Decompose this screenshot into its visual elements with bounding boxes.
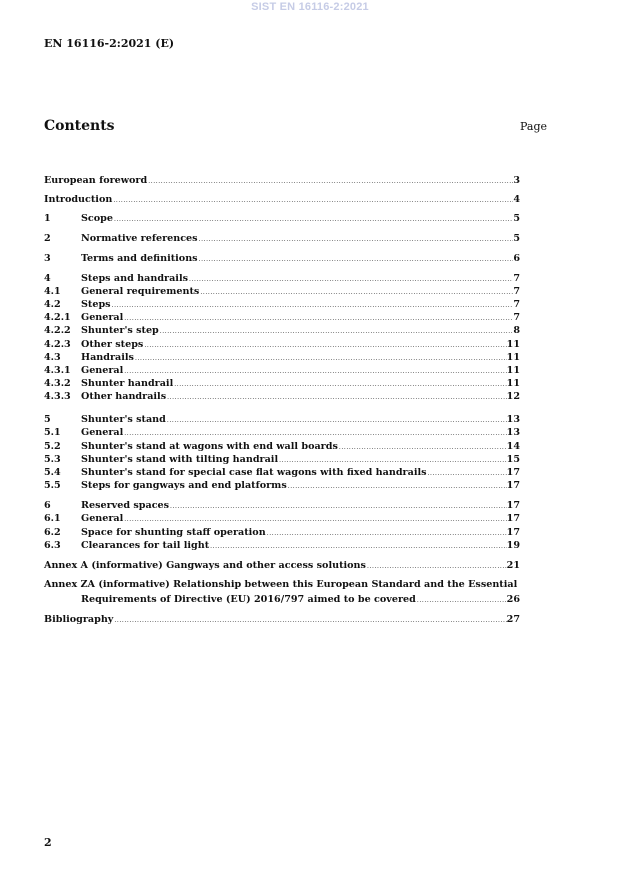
toc-entry[interactable]: [44, 390, 520, 403]
toc-page: 7: [513, 299, 520, 310]
toc-entry[interactable]: [44, 466, 520, 479]
toc-entry[interactable]: [44, 453, 520, 466]
toc-number: 4.2.2: [44, 325, 71, 336]
toc-number: 3: [44, 253, 51, 264]
toc-page: 3: [513, 175, 520, 186]
toc-title: General: [81, 513, 124, 524]
toc-title: Handrails: [81, 352, 134, 363]
toc-leader-dots: [113, 213, 513, 226]
toc-title: Scope: [81, 213, 113, 224]
toc-entry[interactable]: [44, 232, 520, 245]
toc-leader-dots: [198, 253, 514, 266]
toc-leader-dots: [209, 540, 507, 553]
toc-title: Annex A (informative) Gangways and other access solutions: [44, 560, 366, 571]
toc-entry[interactable]: [44, 426, 520, 439]
toc-entry[interactable]: [44, 559, 520, 572]
toc-entry[interactable]: [44, 193, 520, 206]
toc-entry[interactable]: [44, 212, 520, 225]
toc-entry[interactable]: [44, 174, 520, 187]
toc-title: General requirements: [81, 286, 200, 297]
toc-title: Reserved spaces: [81, 500, 170, 511]
toc-leader-dots: [159, 325, 514, 338]
toc-number: 6: [44, 500, 51, 511]
toc-page: 11: [506, 378, 520, 389]
toc-leader-dots: [112, 194, 513, 207]
toc-title: General: [81, 312, 124, 323]
toc-number: 5.4: [44, 467, 61, 478]
toc-entry[interactable]: [44, 272, 520, 285]
toc-title: Introduction: [44, 194, 113, 205]
toc-number: 4.1: [44, 286, 61, 297]
toc-title: Shunter handrail: [81, 378, 174, 389]
toc-title: Shunter's stand for special case flat wagons with fixed handrails: [81, 467, 427, 478]
toc-entry-bibliography[interactable]: [44, 613, 520, 626]
toc-number: 4.3: [44, 352, 61, 363]
toc-title: General: [81, 427, 124, 438]
toc-title: Steps: [81, 299, 111, 310]
toc-number: 4.3.3: [44, 391, 71, 402]
toc-page: 15: [506, 454, 520, 465]
page-column-label: Page: [520, 120, 548, 133]
toc-page: 5: [513, 233, 520, 244]
toc-number: 5.3: [44, 454, 61, 465]
toc-number: 1: [44, 213, 51, 224]
toc-page: 5: [513, 213, 520, 224]
toc-number: 5.5: [44, 480, 61, 491]
toc-page: 7: [513, 273, 520, 284]
toc-entry[interactable]: [44, 364, 520, 377]
toc-title: Shunter's stand with tilting handrail: [81, 454, 279, 465]
document-id: EN 16116-2:2021 (E): [44, 37, 175, 50]
toc-page: 11: [506, 352, 520, 363]
toc-entry[interactable]: [44, 512, 520, 525]
toc-number: 4.2.3: [44, 339, 71, 350]
toc-entry[interactable]: [44, 252, 520, 265]
toc-title: Steps for gangways and end platforms: [81, 480, 287, 491]
toc-leader-dots: [198, 233, 514, 246]
toc-leader-dots: [123, 513, 506, 526]
watermark: SIST EN 16116-2:2021: [251, 1, 369, 13]
toc-page: 12: [506, 391, 520, 402]
toc-page: 13: [506, 427, 520, 438]
toc-number: 4.2: [44, 299, 61, 310]
toc-number: 2: [44, 233, 51, 244]
toc-title: Terms and definitions: [81, 253, 198, 264]
toc-page: 17: [506, 467, 520, 478]
toc-title: Steps and handrails: [81, 273, 188, 284]
toc-leader-dots: [147, 175, 513, 188]
toc-entry[interactable]: [44, 298, 520, 311]
toc-page: 19: [506, 540, 520, 551]
toc-entry[interactable]: [44, 338, 520, 351]
toc-leader-dots: [123, 427, 506, 440]
toc-page: 7: [513, 286, 520, 297]
toc-entry-annex-za-line1[interactable]: Annex ZA (informative) Relationship between this European Standard and the Essential: [44, 579, 518, 590]
contents-heading: Contents: [44, 118, 115, 134]
toc-number: 4.2.1: [44, 312, 71, 323]
toc-title: Other steps: [81, 339, 144, 350]
toc-page: 11: [506, 365, 520, 376]
toc-page: 27: [506, 614, 520, 625]
toc-number: 4: [44, 273, 51, 284]
toc-page: 26: [506, 594, 520, 605]
toc-entry[interactable]: [44, 440, 520, 453]
toc-entry-annex-za[interactable]: [81, 593, 520, 606]
toc-leader-dots: [113, 614, 506, 627]
toc-leader-dots: [287, 480, 507, 493]
toc-leader-dots: [416, 594, 507, 607]
toc-title: Shunter's stand at wagons with end wall boards: [81, 441, 338, 452]
toc-page: 17: [506, 480, 520, 491]
toc-entry[interactable]: [44, 351, 520, 364]
toc-number: 4.3.1: [44, 365, 71, 376]
toc-page: 7: [513, 312, 520, 323]
toc-number: 4.3.2: [44, 378, 71, 389]
toc-title: Space for shunting staff operation: [81, 527, 266, 538]
toc-title: Bibliography: [44, 614, 114, 625]
toc-number: 6.2: [44, 527, 61, 538]
toc-title: Clearances for tail light: [81, 540, 210, 551]
toc-entry[interactable]: [44, 539, 520, 552]
page-number: 2: [44, 836, 52, 849]
toc-entry[interactable]: [44, 499, 520, 512]
toc-title: Other handrails: [81, 391, 167, 402]
toc-entry[interactable]: [44, 285, 520, 298]
toc-title: Shunter's step: [81, 325, 159, 336]
toc-entry[interactable]: [44, 526, 520, 539]
toc-page: 21: [506, 560, 520, 571]
toc-title: General: [81, 365, 124, 376]
toc-number: 5: [44, 414, 51, 425]
toc-entry[interactable]: [44, 479, 520, 492]
toc-page: 13: [506, 414, 520, 425]
toc-leader-dots: [366, 560, 507, 573]
toc-entry[interactable]: [44, 377, 520, 390]
toc-page: 17: [506, 513, 520, 524]
toc-page: 11: [506, 339, 520, 350]
toc-title: Shunter's stand: [81, 414, 166, 425]
toc-title: Requirements of Directive (EU) 2016/797 aimed to be covered: [81, 594, 416, 605]
toc-page: 14: [506, 441, 520, 452]
toc-title: Normative references: [81, 233, 198, 244]
toc-page: 17: [506, 500, 520, 511]
toc-page: 17: [506, 527, 520, 538]
toc-number: 5.2: [44, 441, 61, 452]
toc-page: 8: [513, 325, 520, 336]
toc-page: 6: [513, 253, 520, 264]
toc-number: 5.1: [44, 427, 61, 438]
toc-leader-dots: [166, 391, 507, 404]
toc-number: 6.3: [44, 540, 61, 551]
toc-entry[interactable]: [44, 311, 520, 324]
toc-entry[interactable]: [44, 324, 520, 337]
toc-title: European foreword: [44, 175, 148, 186]
toc-number: 6.1: [44, 513, 61, 524]
toc-page: 4: [513, 194, 520, 205]
toc-entry[interactable]: [44, 413, 520, 426]
